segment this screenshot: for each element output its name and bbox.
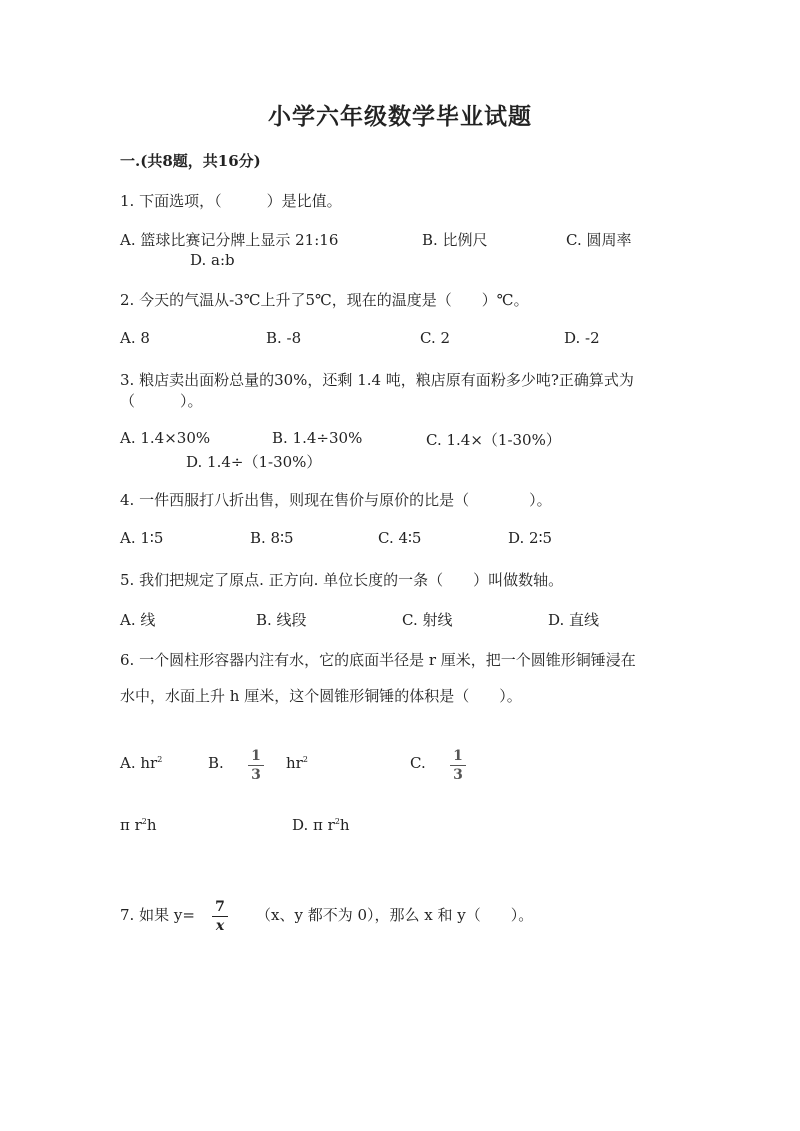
question-3-stem-line-2: （ ）。 — [120, 392, 203, 410]
question-6-option-b-tail — [286, 754, 308, 772]
question-3-option-b: B. 1.4÷30% — [272, 429, 363, 447]
option-c-tail-h: h — [146, 816, 157, 834]
fraction-one-third-b — [248, 748, 264, 783]
question-2-option-d: D. -2 — [564, 329, 600, 347]
option-a-text: A. hr — [120, 754, 158, 772]
option-d-tail-h: h — [339, 816, 350, 834]
question-1-option-c: C. 圆周率 — [566, 231, 632, 249]
question-2-stem: 2. 今天的气温从-3℃上升了5℃，现在的温度是（ ）℃。 — [120, 291, 529, 309]
question-1-option-b: B. 比例尺 — [422, 231, 488, 249]
fraction-bar — [248, 765, 264, 766]
fraction-bar — [450, 765, 466, 766]
question-3-stem-line-1: 3. 粮店卖出面粉总量的30%，还剩 1.4 吨，粮店原有面粉多少吨?正确算式为 — [120, 371, 634, 389]
option-d-text: D. π r — [292, 816, 335, 834]
question-3-option-d: D. 1.4÷（1-30%） — [186, 453, 322, 471]
question-1-option-d: D. a:b — [190, 251, 235, 269]
question-2-option-c: C. 2 — [420, 329, 451, 347]
question-5-option-b: B. 线段 — [256, 611, 307, 629]
section-heading: 一.(共8题，共16分) — [120, 152, 261, 170]
question-5-option-c: C. 射线 — [402, 611, 453, 629]
question-6-option-d — [292, 816, 350, 834]
question-4-option-b: B. 8∶5 — [250, 529, 294, 547]
question-2-option-b: B. -8 — [266, 329, 302, 347]
option-b-tail-text: hr — [286, 754, 303, 772]
fraction-denominator: 3 — [251, 767, 261, 783]
question-4-option-a: A. 1∶5 — [120, 529, 164, 547]
question-1-stem: 1. 下面选项，（ ）是比值。 — [120, 192, 342, 210]
question-6-option-b-label: B. — [208, 754, 224, 772]
question-1-option-a: A. 篮球比赛记分牌上显示 21:16 — [120, 231, 339, 249]
question-3-option-a: A. 1.4×30% — [120, 429, 211, 447]
question-5-option-d: D. 直线 — [548, 611, 600, 629]
question-7-suffix: （x、y 都不为 0），那么 x 和 y（ ）。 — [256, 906, 534, 924]
fraction-numerator: 1 — [453, 748, 463, 764]
exponent: 2 — [302, 755, 308, 764]
question-6-option-c-label: C. — [410, 754, 426, 772]
option-c-tail-text: π r — [120, 816, 142, 834]
question-4-option-d: D. 2∶5 — [508, 529, 553, 547]
question-6-stem-line-2: 水中，水面上升 h 厘米，这个圆锥形铜锤的体积是（ ）。 — [120, 687, 522, 705]
fraction-bar — [212, 916, 228, 917]
question-4-option-c: C. 4∶5 — [378, 529, 422, 547]
fraction-denominator: x — [215, 918, 225, 934]
fraction-denominator: 3 — [453, 767, 463, 783]
question-4-stem: 4. 一件西服打八折出售，则现在售价与原价的比是（ ）。 — [120, 491, 552, 509]
fraction-numerator: 1 — [251, 748, 261, 764]
question-6-option-a — [120, 754, 162, 772]
exponent: 2 — [334, 817, 340, 826]
fraction-one-third-c — [450, 748, 466, 783]
fraction-numerator: 7 — [215, 899, 225, 915]
question-7-prefix: 7. 如果 y= — [120, 906, 195, 924]
question-2-option-a: A. 8 — [120, 329, 150, 347]
question-5-option-a: A. 线 — [120, 611, 156, 629]
exponent: 2 — [157, 755, 163, 764]
question-5-stem: 5. 我们把规定了原点. 正方向. 单位长度的一条（ ）叫做数轴。 — [120, 571, 564, 589]
question-6-option-c-tail — [120, 816, 157, 834]
page-title: 小学六年级数学毕业试题 — [268, 103, 532, 130]
question-3-option-c: C. 1.4×（1-30%） — [426, 431, 561, 449]
fraction-seven-over-x — [212, 899, 228, 934]
exponent: 2 — [141, 817, 147, 826]
question-6-stem-line-1: 6. 一个圆柱形容器内注有水，它的底面半径是 r 厘米，把一个圆锥形铜锤浸在 — [120, 651, 636, 669]
